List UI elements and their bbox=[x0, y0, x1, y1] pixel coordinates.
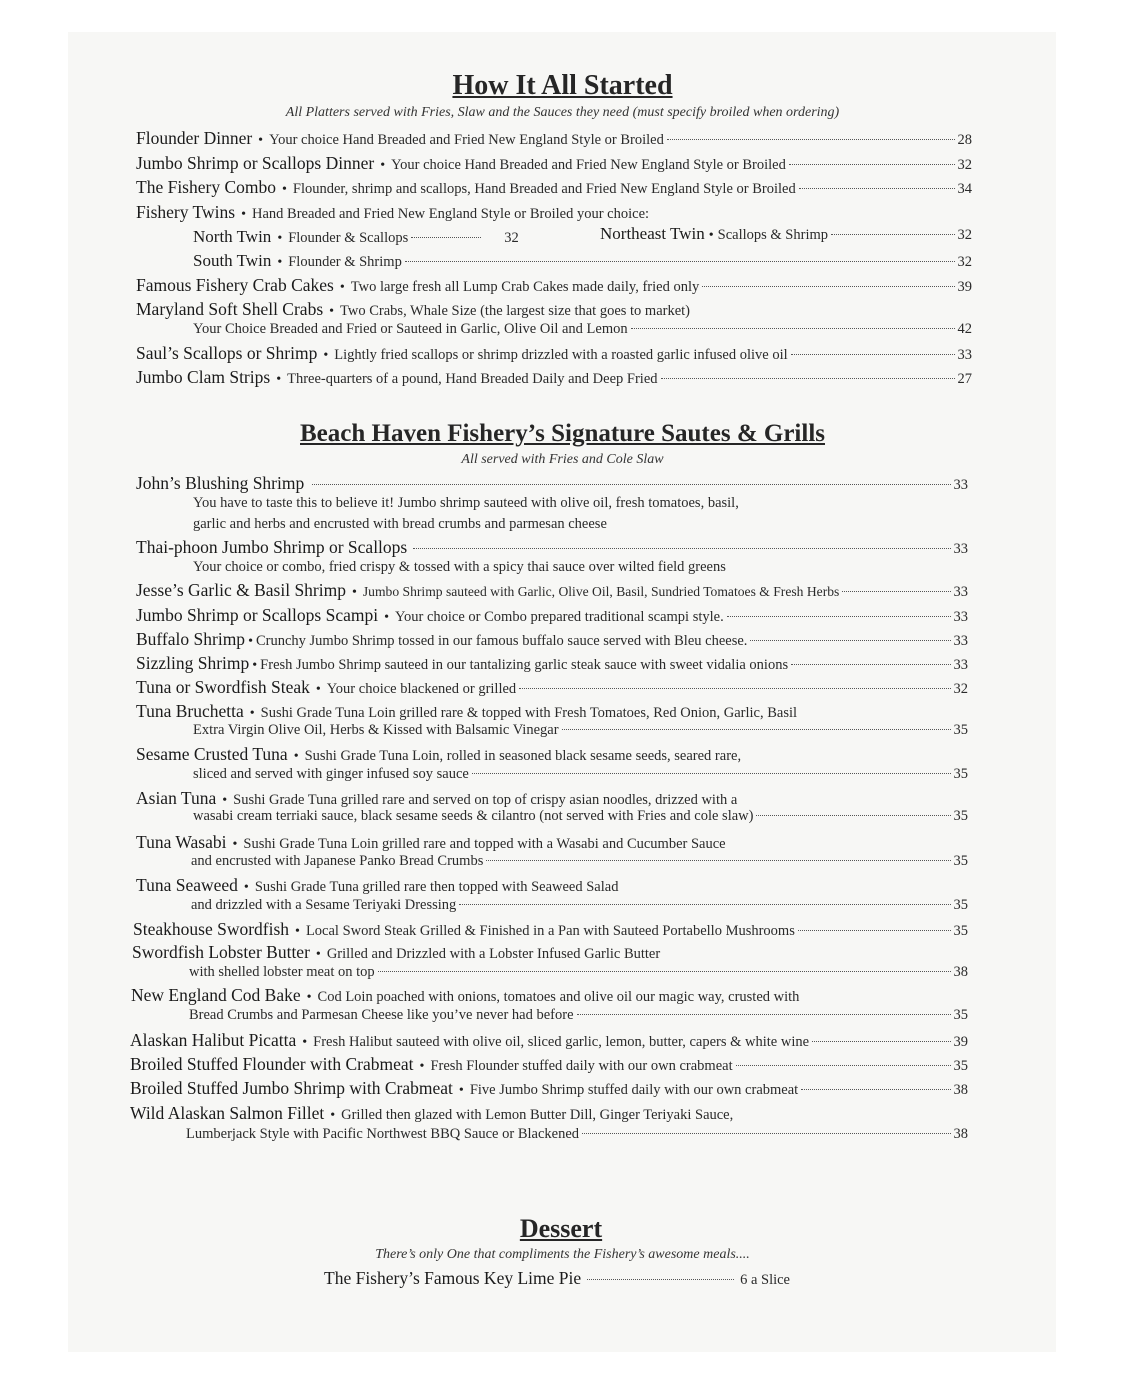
item-name: Sesame Crusted Tuna bbox=[136, 744, 288, 764]
dot-leader bbox=[831, 234, 954, 235]
item-description: Local Sword Steak Grilled & Finished in a Pan with Sauteed Portabello Mushrooms bbox=[305, 923, 795, 939]
item-price: 32 bbox=[957, 157, 972, 173]
item-price: 27 bbox=[957, 371, 972, 387]
menu-item-scampi bbox=[136, 605, 968, 626]
item-price: 42 bbox=[957, 321, 972, 337]
item-description: Your choice Hand Breaded and Fried New England Style or Broiled bbox=[269, 132, 664, 148]
menu-item-thai-phoon bbox=[136, 537, 968, 558]
dot-leader bbox=[582, 1133, 950, 1134]
bullet-separator: • bbox=[339, 280, 345, 295]
bullet-separator: • bbox=[384, 610, 389, 625]
item-price: 38 bbox=[953, 964, 968, 980]
menu-item-salmon-fillet bbox=[130, 1103, 968, 1124]
item-name: Jesse’s Garlic & Basil Shrimp bbox=[136, 580, 346, 600]
item-description: Cod Loin poached with onions, tomatoes and olive oil our magic way, crusted with bbox=[317, 989, 800, 1005]
dot-leader bbox=[519, 688, 950, 689]
dot-leader bbox=[812, 1041, 950, 1042]
item-description: Jumbo Shrimp sauteed with Garlic, Olive Oil, Basil, Sundried Tomatoes & Fresh Herbs bbox=[362, 584, 840, 599]
item-description-continued bbox=[189, 1007, 968, 1024]
menu-item-sesame-crusted-tuna bbox=[136, 744, 968, 765]
item-name: Buffalo Shrimp bbox=[136, 629, 246, 649]
item-price: 38 bbox=[953, 1126, 968, 1142]
item-name: Flounder Dinner bbox=[136, 128, 253, 148]
bullet-separator: • bbox=[306, 990, 312, 1005]
item-description: Two Crabs, Whale Size (the largest size that goes to market) bbox=[340, 303, 691, 319]
bullet-separator: • bbox=[243, 880, 249, 895]
item-name: Steakhouse Swordfish bbox=[133, 919, 290, 939]
item-price: 33 bbox=[953, 541, 968, 557]
menu-item-asian-tuna bbox=[136, 788, 968, 809]
dot-leader bbox=[411, 237, 481, 238]
item-description: Your choice or combo, fried crispy & tossed with a spicy thai sauce over wilted field greens bbox=[193, 559, 726, 575]
item-description: You have to taste this to believe it! Jumbo shrimp sauteed with olive oil, fresh tomatoes, basil, bbox=[193, 495, 739, 511]
menu-item-jesses-garlic-basil bbox=[136, 580, 968, 601]
item-description: Scallops & Shrimp bbox=[717, 227, 829, 243]
menu-item-soft-shell-crabs bbox=[136, 299, 972, 320]
bullet-separator: • bbox=[329, 304, 335, 319]
item-name: The Fishery Combo bbox=[136, 177, 276, 197]
item-name: Famous Fishery Crab Cakes bbox=[136, 275, 334, 295]
item-description: Grilled and Drizzled with a Lobster Infused Garlic Butter bbox=[326, 946, 661, 962]
item-description-line: and encrusted with Japanese Panko Bread Crumbs bbox=[191, 853, 484, 869]
bullet-separator: • bbox=[419, 1059, 425, 1074]
dot-leader bbox=[842, 591, 950, 592]
item-name: Maryland Soft Shell Crabs bbox=[136, 299, 324, 319]
item-description: garlic and herbs and encrusted with bread crumbs and parmesan cheese bbox=[193, 516, 607, 532]
item-description-continued bbox=[193, 766, 968, 783]
item-description: Hand Breaded and Fried New England Style or Broiled your choice: bbox=[252, 206, 650, 222]
item-description: Two large fresh all Lump Crab Cakes made daily, fried only bbox=[350, 279, 700, 295]
item-price: 35 bbox=[953, 897, 968, 913]
item-name: New England Cod Bake bbox=[131, 985, 301, 1005]
dot-leader bbox=[667, 139, 955, 140]
item-name: Sizzling Shrimp bbox=[136, 653, 250, 673]
item-price: 33 bbox=[953, 657, 968, 673]
item-description-line: Extra Virgin Olive Oil, Herbs & Kissed with Balsamic Vinegar bbox=[193, 722, 559, 738]
item-description: Your choice Hand Breaded and Fried New England Style or Broiled bbox=[391, 157, 786, 173]
item-description: Grilled then glazed with Lemon Butter Dill, Ginger Teriyaki Sauce, bbox=[341, 1107, 734, 1123]
item-name: Fishery Twins bbox=[136, 202, 236, 222]
item-description-continued bbox=[193, 321, 972, 338]
bullet-separator: • bbox=[315, 947, 321, 962]
item-name: Jumbo Shrimp or Scallops Scampi bbox=[136, 605, 379, 625]
menu-item-halibut-picatta bbox=[130, 1030, 968, 1051]
menu-item-tuna-swordfish-steak bbox=[136, 677, 968, 698]
item-name: South Twin bbox=[193, 251, 272, 270]
item-name: Saul’s Scallops or Shrimp bbox=[136, 343, 318, 363]
item-name: Jumbo Shrimp or Scallops Dinner bbox=[136, 153, 375, 173]
item-name: Swordfish Lobster Butter bbox=[132, 942, 310, 962]
item-description: Fresh Flounder stuffed daily with our own crabmeat bbox=[430, 1058, 733, 1074]
menu-item-sizzling-shrimp bbox=[136, 653, 968, 674]
item-name: The Fishery’s Famous Key Lime Pie bbox=[324, 1268, 582, 1288]
item-price: 28 bbox=[957, 132, 972, 148]
menu-item-johns-blushing-shrimp bbox=[136, 473, 968, 494]
dot-leader bbox=[801, 1089, 950, 1090]
menu-item-buffalo-shrimp bbox=[136, 629, 968, 650]
bullet-separator: • bbox=[252, 658, 258, 673]
item-description-line: wasabi cream terriaki sauce, black sesame seeds & cilantro (not served with Fries and cole slaw) bbox=[193, 808, 754, 824]
dot-leader bbox=[577, 1014, 951, 1015]
menu-item-tuna-bruchetta bbox=[136, 701, 968, 722]
dot-leader bbox=[631, 328, 955, 329]
bullet-separator: • bbox=[277, 231, 283, 246]
bullet-separator: • bbox=[258, 133, 264, 148]
item-price: 33 bbox=[953, 633, 968, 649]
item-name: Broiled Stuffed Flounder with Crabmeat bbox=[130, 1054, 414, 1074]
bullet-separator: • bbox=[315, 682, 321, 697]
dot-leader bbox=[798, 930, 951, 931]
menu-item-cod-bake bbox=[131, 985, 968, 1006]
item-description: Sushi Grade Tuna grilled rare and served on top of crispy asian noodles, drizzed with a bbox=[233, 792, 738, 808]
menu-item-swordfish-lobster-butter bbox=[132, 942, 968, 963]
bullet-separator: • bbox=[282, 182, 287, 197]
menu-item-stuffed-jumbo-shrimp bbox=[130, 1078, 968, 1099]
item-name: Tuna or Swordfish Steak bbox=[136, 677, 310, 697]
item-name: Northeast Twin bbox=[600, 224, 705, 243]
item-name: Asian Tuna bbox=[136, 788, 217, 808]
dot-leader bbox=[791, 664, 950, 665]
item-price: 35 bbox=[953, 722, 968, 738]
item-price: 33 bbox=[953, 477, 968, 493]
item-description-line: Your Choice Breaded and Fried or Sauteed in Garlic, Olive Oil and Lemon bbox=[193, 321, 628, 337]
item-description: Five Jumbo Shrimp stuffed daily with our own crabmeat bbox=[469, 1082, 799, 1098]
item-description-line: sliced and served with ginger infused soy sauce bbox=[193, 766, 469, 782]
item-price: 32 bbox=[953, 681, 968, 697]
bullet-separator: • bbox=[323, 348, 329, 363]
item-description: Lightly fried scallops or shrimp drizzled with a roasted garlic infused olive oil bbox=[334, 347, 788, 363]
dot-leader bbox=[562, 729, 951, 730]
item-description: Fresh Halibut sauteed with olive oil, sliced garlic, lemon, butter, capers & white wine bbox=[313, 1034, 810, 1050]
dot-leader bbox=[756, 815, 950, 816]
menu-item-northeast-twin bbox=[600, 224, 972, 244]
item-description-line: Lumberjack Style with Pacific Northwest BBQ Sauce or Blackened bbox=[186, 1126, 580, 1142]
bullet-separator: • bbox=[302, 1035, 308, 1050]
dot-leader bbox=[789, 164, 955, 165]
item-name: Thai-phoon Jumbo Shrimp or Scallops bbox=[136, 537, 408, 557]
dot-leader bbox=[472, 773, 951, 774]
item-name: Broiled Stuffed Jumbo Shrimp with Crabmeat bbox=[130, 1078, 453, 1098]
item-price: 35 bbox=[953, 808, 968, 824]
item-price: 32 bbox=[504, 230, 519, 246]
dot-leader bbox=[587, 1279, 734, 1280]
item-description: Your choice blackened or grilled bbox=[326, 681, 517, 697]
item-description: Sushi Grade Tuna Loin, rolled in seasoned black sesame seeds, seared rare, bbox=[304, 748, 742, 764]
item-description-line: Bread Crumbs and Parmesan Cheese like you’ve never had before bbox=[189, 1007, 574, 1023]
item-price: 33 bbox=[953, 609, 968, 625]
item-description: Sushi Grade Tuna Loin grilled rare & topped with Fresh Tomatoes, Red Onion, Garlic, Basil bbox=[260, 705, 798, 721]
item-price: 39 bbox=[957, 279, 972, 295]
item-name: Tuna Seaweed bbox=[136, 875, 238, 895]
bullet-separator: • bbox=[380, 158, 386, 173]
item-name: Tuna Bruchetta bbox=[136, 701, 244, 721]
item-price: 35 bbox=[953, 766, 968, 782]
menu-item-jumbo-shrimp-scallops-dinner bbox=[136, 153, 972, 174]
bullet-separator: • bbox=[458, 1083, 464, 1098]
bullet-separator: • bbox=[330, 1108, 336, 1123]
menu-item-stuffed-flounder bbox=[130, 1054, 968, 1075]
item-price: 33 bbox=[957, 347, 972, 363]
dot-leader bbox=[799, 188, 955, 189]
item-description: Flounder & Scallops bbox=[288, 230, 409, 246]
item-price: 35 bbox=[953, 923, 968, 939]
item-description-continued bbox=[191, 853, 968, 870]
bullet-separator: • bbox=[351, 585, 357, 600]
bullet-separator: • bbox=[222, 793, 228, 808]
bullet-separator: • bbox=[241, 207, 246, 222]
item-price: 6 a Slice bbox=[740, 1272, 790, 1288]
dot-leader bbox=[459, 904, 950, 905]
dot-leader bbox=[661, 378, 955, 379]
menu-item-key-lime-pie bbox=[324, 1268, 790, 1289]
item-name: Jumbo Clam Strips bbox=[136, 367, 271, 387]
bullet-separator: • bbox=[276, 372, 282, 387]
dot-leader bbox=[791, 354, 955, 355]
section-title-how-it-all-started: How It All Started bbox=[452, 70, 673, 101]
item-name: North Twin bbox=[193, 227, 272, 246]
menu-item-tuna-wasabi bbox=[136, 832, 968, 853]
bullet-separator: • bbox=[248, 634, 253, 649]
bullet-separator: • bbox=[295, 924, 300, 939]
menu-item-steakhouse-swordfish bbox=[133, 919, 968, 940]
section-subtitle-platters: All Platters served with Fries, Slaw and the Sauces they need (must specify broiled when ordering) bbox=[285, 105, 840, 120]
item-name: Wild Alaskan Salmon Fillet bbox=[130, 1103, 325, 1123]
item-description-continued bbox=[193, 808, 968, 825]
dot-leader bbox=[413, 548, 950, 549]
menu-item-crab-cakes bbox=[136, 275, 972, 296]
item-description-continued bbox=[186, 1126, 968, 1143]
item-price: 34 bbox=[957, 181, 972, 197]
item-price: 35 bbox=[953, 1058, 968, 1074]
dot-leader bbox=[405, 261, 955, 262]
item-name: Alaskan Halibut Picatta bbox=[130, 1030, 297, 1050]
item-name: John’s Blushing Shrimp bbox=[136, 473, 305, 493]
section-title-dessert: Dessert bbox=[519, 1214, 603, 1243]
item-description: Your choice or Combo prepared traditional scampi style. bbox=[394, 609, 724, 625]
item-description: Fresh Jumbo Shrimp sauteed in our tantalizing garlic steak sauce with sweet vidalia onions bbox=[260, 657, 789, 673]
item-description: Flounder & Shrimp bbox=[288, 254, 402, 270]
section-title-signature-sautes: Beach Haven Fishery’s Signature Sautes & Grills bbox=[300, 420, 825, 447]
bullet-separator: • bbox=[277, 255, 283, 270]
dot-leader bbox=[312, 484, 950, 485]
item-price: 32 bbox=[957, 254, 972, 270]
item-price: 35 bbox=[953, 1007, 968, 1023]
item-description: Crunchy Jumbo Shrimp tossed in our famous buffalo sauce served with Bleu cheese. bbox=[255, 633, 748, 649]
dot-leader bbox=[702, 286, 954, 287]
dot-leader bbox=[378, 971, 951, 972]
item-description-continued bbox=[191, 897, 968, 914]
bullet-separator: • bbox=[708, 228, 714, 243]
item-description: Sushi Grade Tuna grilled rare then topped with Seaweed Salad bbox=[254, 879, 619, 895]
item-description-continued bbox=[189, 964, 968, 981]
bullet-separator: • bbox=[293, 749, 299, 764]
item-price: 33 bbox=[953, 584, 968, 600]
dot-leader bbox=[750, 640, 950, 641]
menu-item-fishery-combo bbox=[136, 177, 972, 198]
menu-item-flounder-dinner bbox=[136, 128, 972, 149]
item-name: Tuna Wasabi bbox=[136, 832, 227, 852]
item-price: 39 bbox=[953, 1034, 968, 1050]
item-description-continued bbox=[193, 722, 968, 739]
item-description: Sushi Grade Tuna Loin grilled rare and topped with a Wasabi and Cucumber Sauce bbox=[243, 836, 726, 852]
dot-leader bbox=[727, 616, 951, 617]
menu-item-north-twin bbox=[193, 227, 550, 247]
menu-item-fishery-twins bbox=[136, 202, 972, 223]
item-description-line: and drizzled with a Sesame Teriyaki Dressing bbox=[191, 897, 457, 913]
dot-leader bbox=[486, 860, 950, 861]
bullet-separator: • bbox=[232, 837, 238, 852]
item-description-line: with shelled lobster meat on top bbox=[189, 964, 375, 980]
menu-item-tuna-seaweed bbox=[136, 875, 968, 896]
menu-item-sauls-scallops bbox=[136, 343, 972, 364]
item-price: 38 bbox=[953, 1082, 968, 1098]
menu-item-clam-strips bbox=[136, 367, 972, 388]
dot-leader bbox=[736, 1065, 951, 1066]
item-description: Flounder, shrimp and scallops, Hand Breaded and Fried New England Style or Broiled bbox=[292, 181, 796, 197]
section-subtitle-fries-slaw: All served with Fries and Cole Slaw bbox=[461, 452, 664, 467]
bullet-separator: • bbox=[249, 706, 255, 721]
item-price: 35 bbox=[953, 853, 968, 869]
section-subtitle-dessert: There’s only One that compliments the Fishery’s awesome meals.... bbox=[375, 1247, 750, 1262]
item-description: Three-quarters of a pound, Hand Breaded Daily and Deep Fried bbox=[287, 371, 658, 387]
menu-item-south-twin bbox=[193, 251, 972, 271]
item-price: 32 bbox=[957, 227, 972, 243]
